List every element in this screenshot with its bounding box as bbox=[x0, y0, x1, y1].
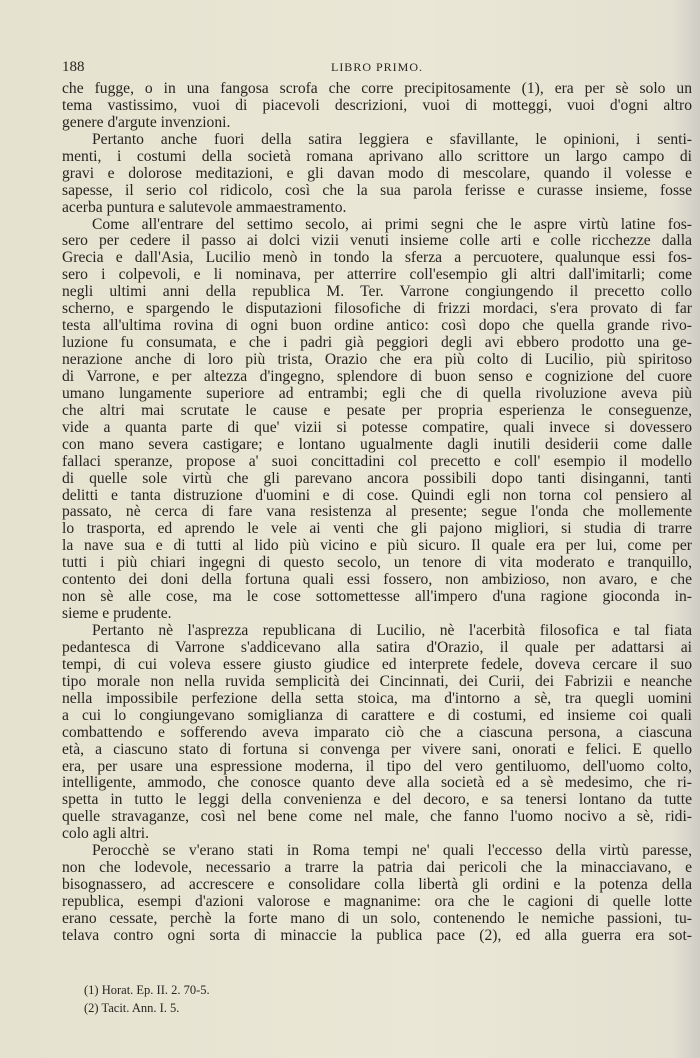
text-line: gravi e dolorose meditazioni, e gli davan modo di mescolare, quando il volesse e bbox=[62, 164, 692, 182]
text-line: bisognassero, ad accrescere e consolidare colla libertà gli ordini e la potenza della bbox=[62, 876, 692, 894]
text-line: era, per usare una espressione moderna, il tipo del vero gentiluomo, dell'uomo colto, bbox=[62, 757, 692, 775]
text-line: sapesse, il serio col ridicolo, così che la sua parola ferisse e curasse insieme, fosse bbox=[62, 181, 692, 199]
text-line: non che lodevole, necessario a trarre la patria dai pericoli che la minacciavano, e bbox=[62, 859, 692, 877]
text-line: nella impossibile perfezione della setta stoica, ma d'intorno a sè, tra quegli uomini bbox=[62, 689, 692, 707]
text-line: umano lungamente superiore ad entrambi; egli che di quella rivoluzione aveva più bbox=[62, 384, 692, 402]
paragraph bbox=[62, 843, 692, 945]
text-line: nerazione anche di loro più trista, Orazio che era più colto di Lucilio, più spiritoso bbox=[62, 351, 692, 368]
text-line: telava contro ogni sorta di minaccie la publica pace (2), ed alla guerra era sot- bbox=[62, 926, 692, 944]
text-line: negli ultimi anni della republica M. Ter. Varrone congiungendo il precetto collo bbox=[62, 283, 692, 301]
text-line: republica, esempi d'azioni valorose e magnanime: ora che le cagioni di quelle lotte bbox=[62, 893, 692, 910]
paragraph bbox=[62, 132, 692, 217]
text-line: testa all'ultima rovina di ogni buon ordine antico: così dopo che quella grande rivo- bbox=[62, 317, 692, 335]
text-line: la nave sua e di tutti al lido più vicino e più sicuro. Il quale era per lui, come per bbox=[62, 537, 692, 555]
paragraph bbox=[62, 81, 692, 132]
text-line: scherno, e spargendo le disputazioni filosofiche di frizzi mordaci, s'era provato di far bbox=[62, 300, 692, 318]
text-line: vide a quanta parte di que' vizii si potesse compatire, quali invece si dovessero bbox=[62, 418, 692, 436]
text-line: spetta in tutto le leggi della convenienza e del decoro, e sa tenersi lontano da tutte bbox=[62, 791, 692, 809]
text-line: con mano severa castigare; e lontano ugualmente dagli inutili desiderii come dalle bbox=[62, 435, 692, 453]
footnotes bbox=[84, 981, 210, 1017]
text-line: delitti e tanta distruzione d'uomini e di cose. Quindi egli non torna col pensiero al bbox=[62, 486, 692, 504]
text-line: genere d'argute invenzioni. bbox=[62, 113, 231, 131]
page-number: 188 bbox=[62, 59, 85, 75]
paragraph bbox=[62, 623, 692, 843]
text-line: Grecia e dall'Asia, Lucilio menò in tondo la sferza a percuotere, qualunque essi fos- bbox=[62, 249, 692, 267]
text-line: tema vastissimo, vuoi di piacevoli descrizioni, vuoi di motteggi, vuoi d'ogni altro bbox=[62, 96, 692, 114]
text-line: non sè alle cose, ma le cose sottomettesse all'impero d'una ragione gioconda in- bbox=[62, 588, 692, 606]
footnote: (2) Tacit. Ann. I. 5. bbox=[84, 1001, 180, 1015]
text-line: menti, i costumi della società romana aprivano allo scrittore un largo campo di bbox=[62, 147, 692, 165]
text-line: passato, nè cerca di fare vana resistenza al presente; segue l'onda che mollemente bbox=[62, 503, 692, 521]
text-line: Pertanto anche fuori della satira leggiera e sfavillante, le opinioni, i senti- bbox=[92, 130, 692, 148]
text-line: sieme e prudente. bbox=[62, 605, 172, 623]
text-line: contento dei doni della fortuna quali essi fossero, non ambizioso, non avaro, e che bbox=[62, 571, 692, 589]
text-line: combattendo e sofferendo aveva imparato ciò che a ciascuna persona, a ciascuna bbox=[62, 723, 692, 741]
text-line: tipo morale non nella ruvida semplicità dei Cincinnati, dei Curii, dei Fabrizii e neanche bbox=[62, 672, 692, 690]
text-line: che fugge, o in una fangosa scrofa che corre precipitosamente (1), era per sè solo un bbox=[62, 80, 692, 97]
text-line: intelligente, ammodo, che conosce quanto deve alla società ed a sè medesimo, che ri- bbox=[62, 774, 692, 792]
text-line: colo agli altri. bbox=[62, 825, 150, 843]
paragraph bbox=[62, 217, 692, 624]
text-line: di Varrone, e per altezza d'ingegno, splendore di buon senso e cognizione del cuore bbox=[62, 367, 692, 385]
text-line: Pertanto nè l'asprezza republicana di Lucilio, nè l'acerbità filosofica e tal fiata bbox=[92, 622, 692, 639]
text-line: pedantesca di Varrone s'addicevano alla satira d'Orazio, il quale per adattarsi ai bbox=[62, 638, 692, 656]
text-line: erano cessate, perchè la forte mano di un solo, contenendo le nemiche passioni, tu- bbox=[62, 909, 692, 927]
text-line: tempi, di cui voleva essere giusto giudice ed interprete fedele, doveva cercare il suo bbox=[62, 655, 692, 673]
running-head: LIBRO PRIMO. bbox=[330, 60, 423, 74]
text-line: a cui lo congiungevano somiglianza di carattere e di costumi, ed insieme coi quali bbox=[62, 706, 692, 724]
text-line: tutti i più chiari ingegni di questo secolo, un tenore di vita moderato e tranquillo, bbox=[62, 554, 692, 572]
page-header bbox=[62, 59, 692, 77]
body-text bbox=[62, 81, 692, 945]
text-line: di quelle sole virtù che gli parevano ancora possibili dopo tanti disinganni, tanti bbox=[62, 469, 692, 487]
text-line: età, a ciascuno stato di fortuna si convenga per vivere sani, onorati e felici. E quello bbox=[62, 740, 692, 758]
text-line: fallaci speranze, propose a' suoi concittadini col precetto e coll' esempio il modello bbox=[62, 452, 692, 470]
text-line: Come all'entrare del settimo secolo, ai primi segni che le aspre virtù latine fos- bbox=[92, 215, 692, 233]
text-line: acerba puntura e salutevole ammaestramento. bbox=[62, 198, 347, 216]
text-line: quelle stravaganze, così nel bene come nel male, che fanno l'uomo nocivo a sè, ridi- bbox=[62, 808, 692, 826]
text-line: sero per cedere il passo ai dolci vizii venuti insieme colle arti e colle ricchezze dalla bbox=[62, 232, 692, 250]
text-line: sero i colpevoli, e li nominava, per atterrire coll'esempio gli altri dall'imitarli; come bbox=[62, 266, 692, 284]
text-line: lo trasporta, ed aprendo le vele ai venti che gli pajono migliori, si studia di trarre bbox=[62, 520, 692, 538]
text-line: Perocchè se v'erano stati in Roma tempi ne' quali l'eccesso della virtù paresse, bbox=[92, 842, 692, 860]
text-line: luzione fu consumata, e che i padri già peggiori degli avi ebbero prodotto una ge- bbox=[62, 334, 692, 352]
footnote: (1) Horat. Ep. II. 2. 70-5. bbox=[84, 983, 210, 997]
text-line: che altri mai scrutate le cause e pesate per propria esperienza le conseguenze, bbox=[62, 401, 692, 419]
